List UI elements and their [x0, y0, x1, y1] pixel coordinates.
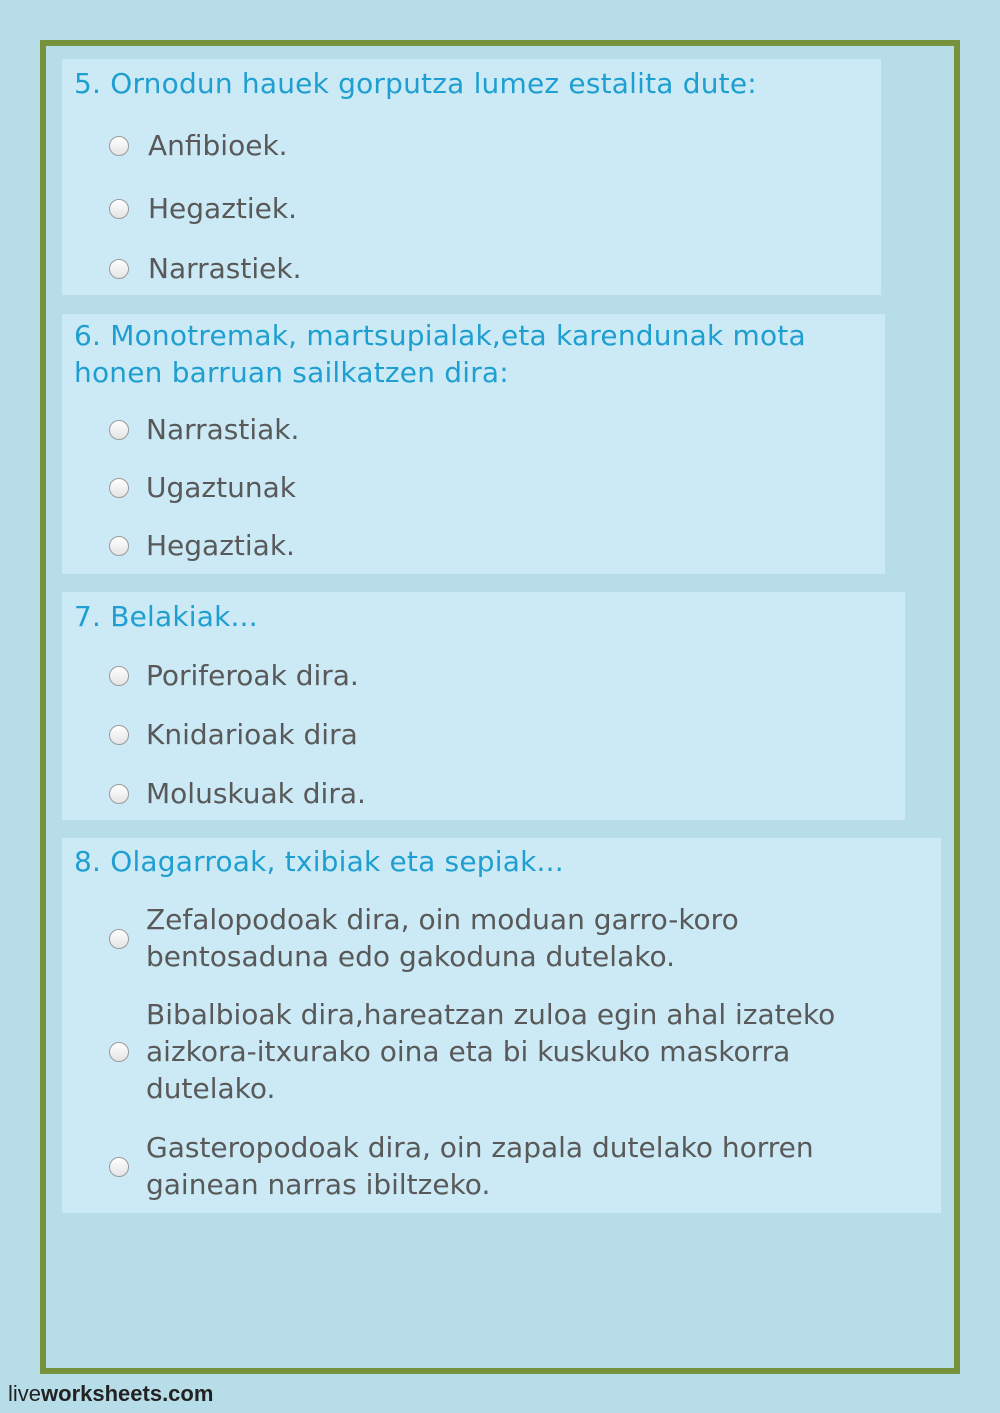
option-label: Narrastiek.: [148, 252, 302, 285]
option-label: Moluskuak dira.: [146, 777, 366, 810]
option-label-line: Gasteropodoak dira, oin zapala dutelako horren: [146, 1131, 814, 1164]
question-5-title: 5. Ornodun hauek gorputza lumez estalita dute:: [74, 67, 757, 100]
option-label-line: Zefalopodoak dira, oin moduan garro-koro: [146, 903, 739, 936]
option-label-line: aizkora-itxurako oina eta bi kuskuko maskorra: [146, 1035, 791, 1068]
radio-button[interactable]: [109, 929, 129, 949]
radio-button[interactable]: [109, 784, 129, 804]
option-label-line: bentosaduna edo gakoduna dutelako.: [146, 940, 675, 973]
question-6-title-line-2: honen barruan sailkatzen dira:: [74, 356, 509, 389]
option-label: Ugaztunak: [146, 471, 296, 504]
liveworksheets-logo: [8, 1381, 213, 1407]
question-8-title: 8. Olagarroak, txibiak eta sepiak...: [74, 845, 564, 878]
radio-button[interactable]: [109, 1042, 129, 1062]
option-label-line: dutelako.: [146, 1072, 276, 1105]
radio-button[interactable]: [109, 478, 129, 498]
option-label: Narrastiak.: [146, 413, 300, 446]
radio-button[interactable]: [109, 725, 129, 745]
option-label: Hegaztiek.: [148, 192, 298, 225]
logo-prefix: live: [8, 1381, 42, 1406]
radio-button[interactable]: [109, 420, 129, 440]
option-label: Anfibioek.: [148, 129, 288, 162]
question-7: [62, 592, 905, 820]
radio-button[interactable]: [109, 1157, 129, 1177]
radio-button[interactable]: [109, 199, 129, 219]
question-5: [62, 59, 881, 295]
question-8: [62, 838, 941, 1213]
radio-button[interactable]: [109, 259, 129, 279]
option-label-line: Bibalbioak dira,hareatzan zuloa egin ahal izateko: [146, 998, 836, 1031]
logo-brand: worksheets.com: [41, 1381, 214, 1406]
question-6-title-line-1: 6. Monotremak, martsupialak,eta karendunak mota: [74, 319, 806, 352]
option-label: Hegaztiak.: [146, 529, 295, 562]
option-label-line: gainean narras ibiltzeko.: [146, 1168, 491, 1201]
radio-button[interactable]: [109, 666, 129, 686]
question-6: [62, 314, 885, 574]
radio-button[interactable]: [109, 536, 129, 556]
question-7-title: 7. Belakiak...: [74, 600, 258, 633]
option-label: Knidarioak dira: [146, 718, 358, 751]
radio-button[interactable]: [109, 136, 129, 156]
option-label: Poriferoak dira.: [146, 659, 359, 692]
